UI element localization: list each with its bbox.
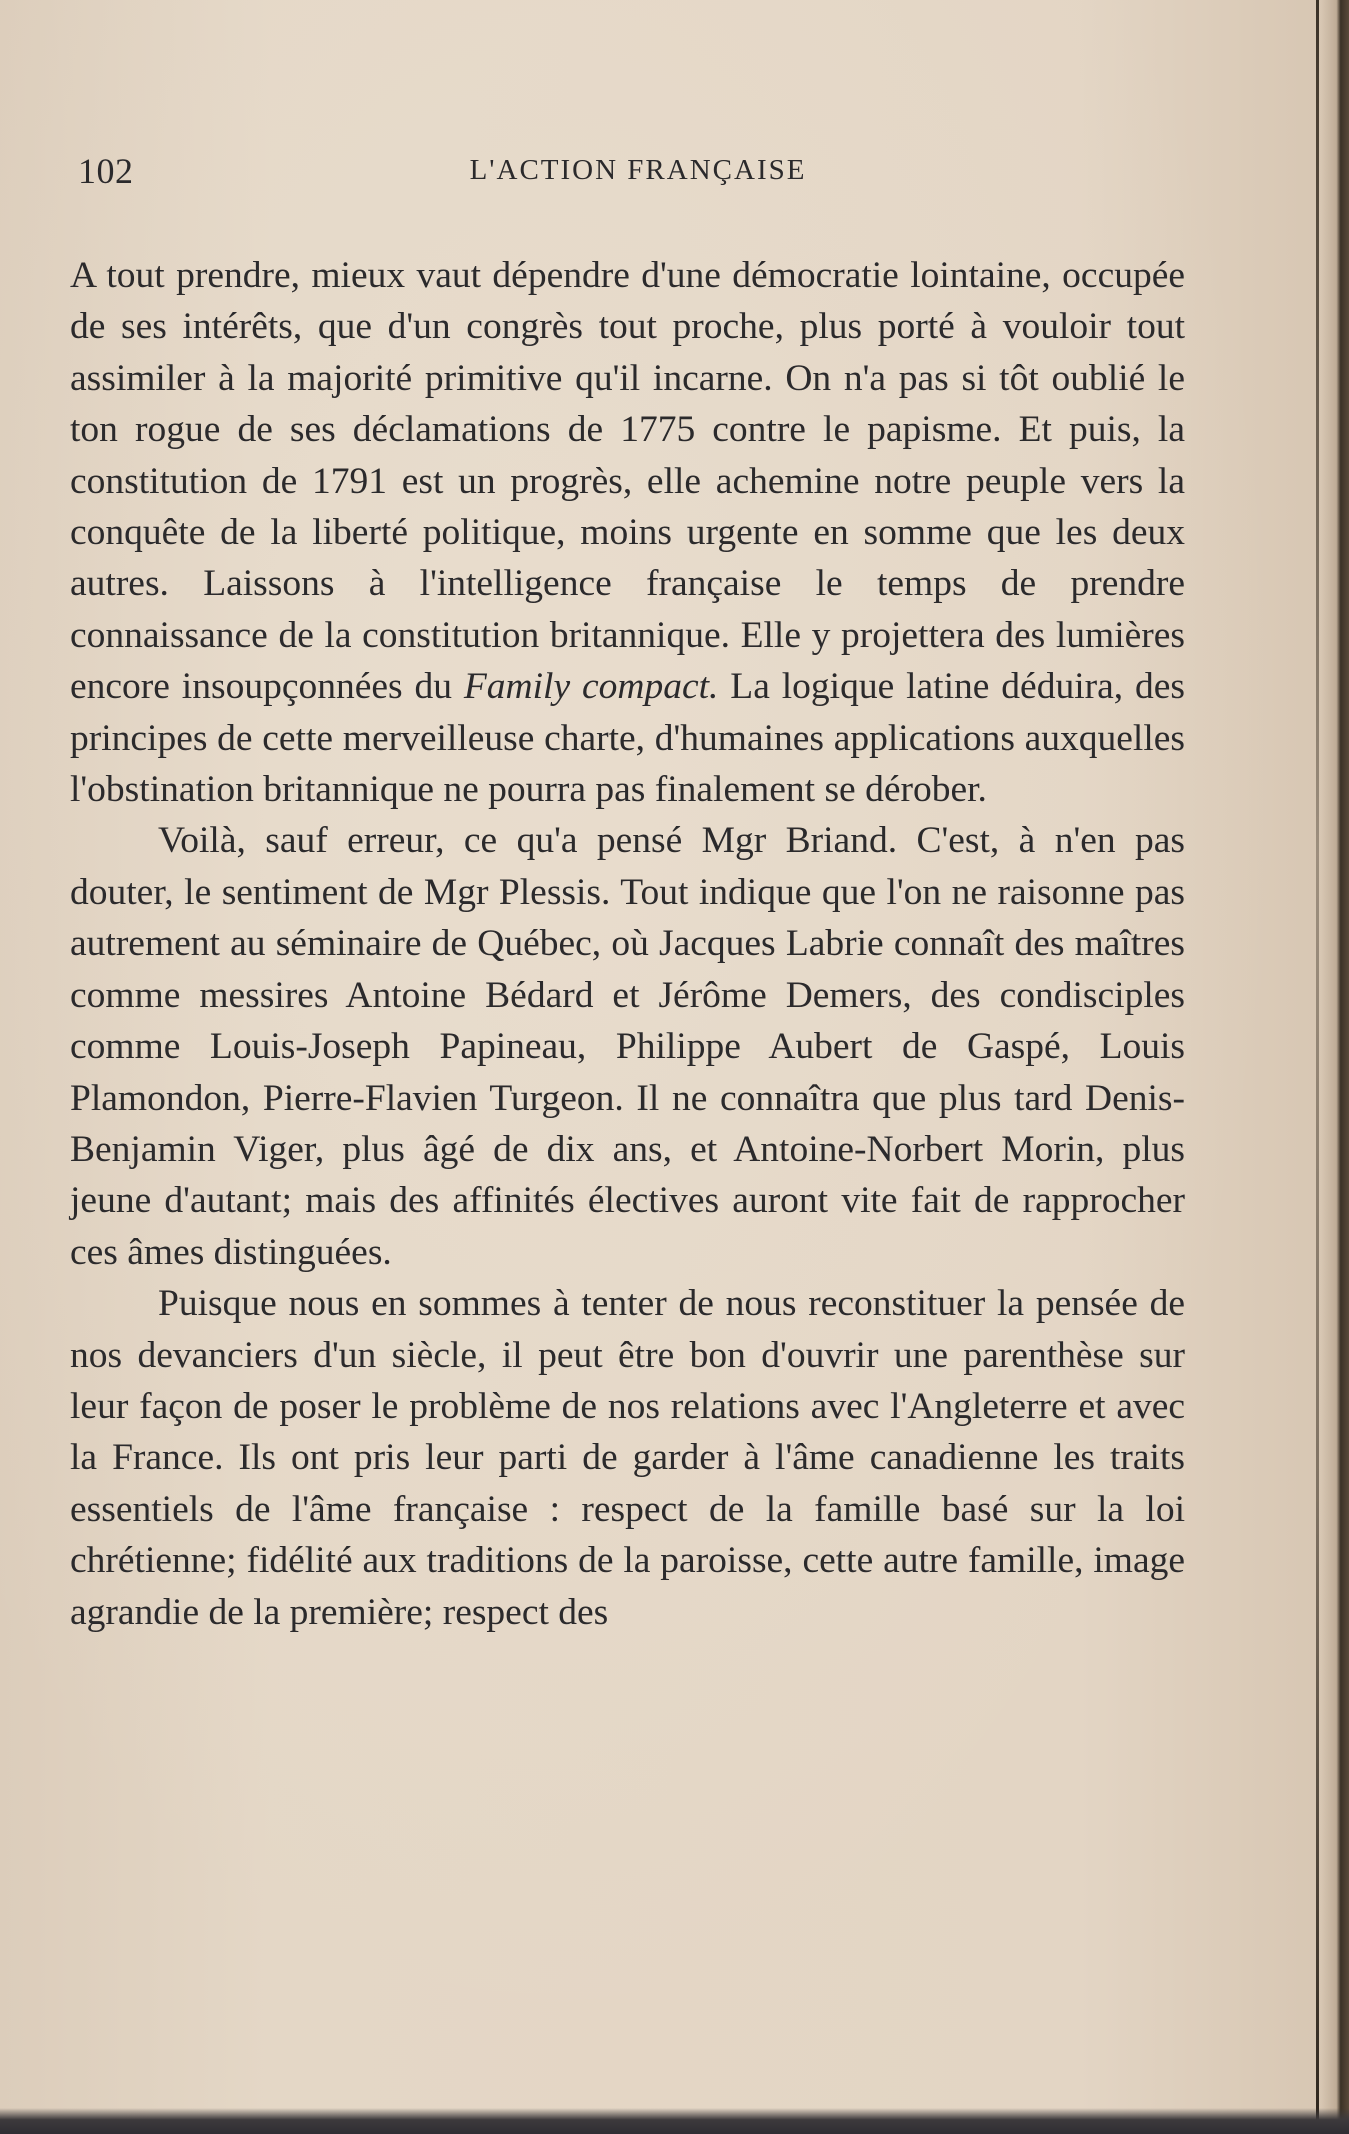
page-edge-line [1316, 0, 1319, 2134]
running-title: L'ACTION FRANÇAISE [469, 154, 807, 186]
paragraph-3: Puisque nous en sommes à tenter de nous reconstituer la pensée de nos devanciers d'un siècle, il peut être bon d'ouvrir une parenthèse sur leur façon de poser le problème de nos relations avec l'Angleterre et avec la France. Ils ont pris leur parti de garder à l'âme canadienne les traits essentiels de l'âme française : respect de la famille basé sur la loi chrétienne; fidélité aux traditions de la paroisse, cette autre famille, image agrandie de la première; respect des [70, 1283, 1185, 1633]
page-bottom-edge [0, 2108, 1349, 2134]
paragraph-1-text-after: La logique latine déduira, des principes de cette merveilleuse charte, d'humaines applications auxquelles l'obstination britannique ne pourra pas finalement se dérober. [70, 666, 1186, 811]
paragraph-2: Voilà, sauf erreur, ce qu'a pensé Mgr Briand. C'est, à n'en pas douter, le sentiment de Mgr Plessis. Tout indique que l'on ne raisonne pas autrement au séminaire de Québec, où Jacques Labrie connaît des maîtres comme messires Antoine Bédard et Jérôme Demers, des condisciples comme Louis-Joseph Papineau, Philippe Aubert de Gaspé, Louis Plamondon, Pierre-Flavien Turgeon. Il ne connaîtra que plus tard Denis-Benjamin Viger, plus âgé de dix ans, et Antoine-Norbert Morin, plus jeune d'autant; mais des affinités électives auront vite fait de rapprocher ces âmes distinguées. [70, 820, 1185, 1273]
running-head [78, 150, 1198, 200]
page-number: 102 [78, 151, 134, 191]
paragraph-1-text-before: A tout prendre, mieux vaut dépendre d'une démocratie lointaine, occupée de ses intérêts, que d'un congrès tout proche, plus porté à vouloir tout assimiler à la majorité primitive qu'il incarne. On n'a pas si tôt oublié le ton rogue de ses déclamations de 1775 contre le papisme. Et puis, la constitution de 1791 est un progrès, elle achemine notre peuple vers la conquête de la liberté politique, moins urgente en somme que les deux autres. Laissons à l'intelligence française le temps de prendre connaissance de la constitution britannique. Elle y projettera des lumières encore insoupçonnées du [70, 255, 1185, 708]
body-text [70, 250, 1185, 1638]
book-spine-shadow [1321, 0, 1349, 2134]
paragraph-1-italic: Family compact. [463, 666, 719, 708]
paragraph-1 [70, 250, 1185, 815]
